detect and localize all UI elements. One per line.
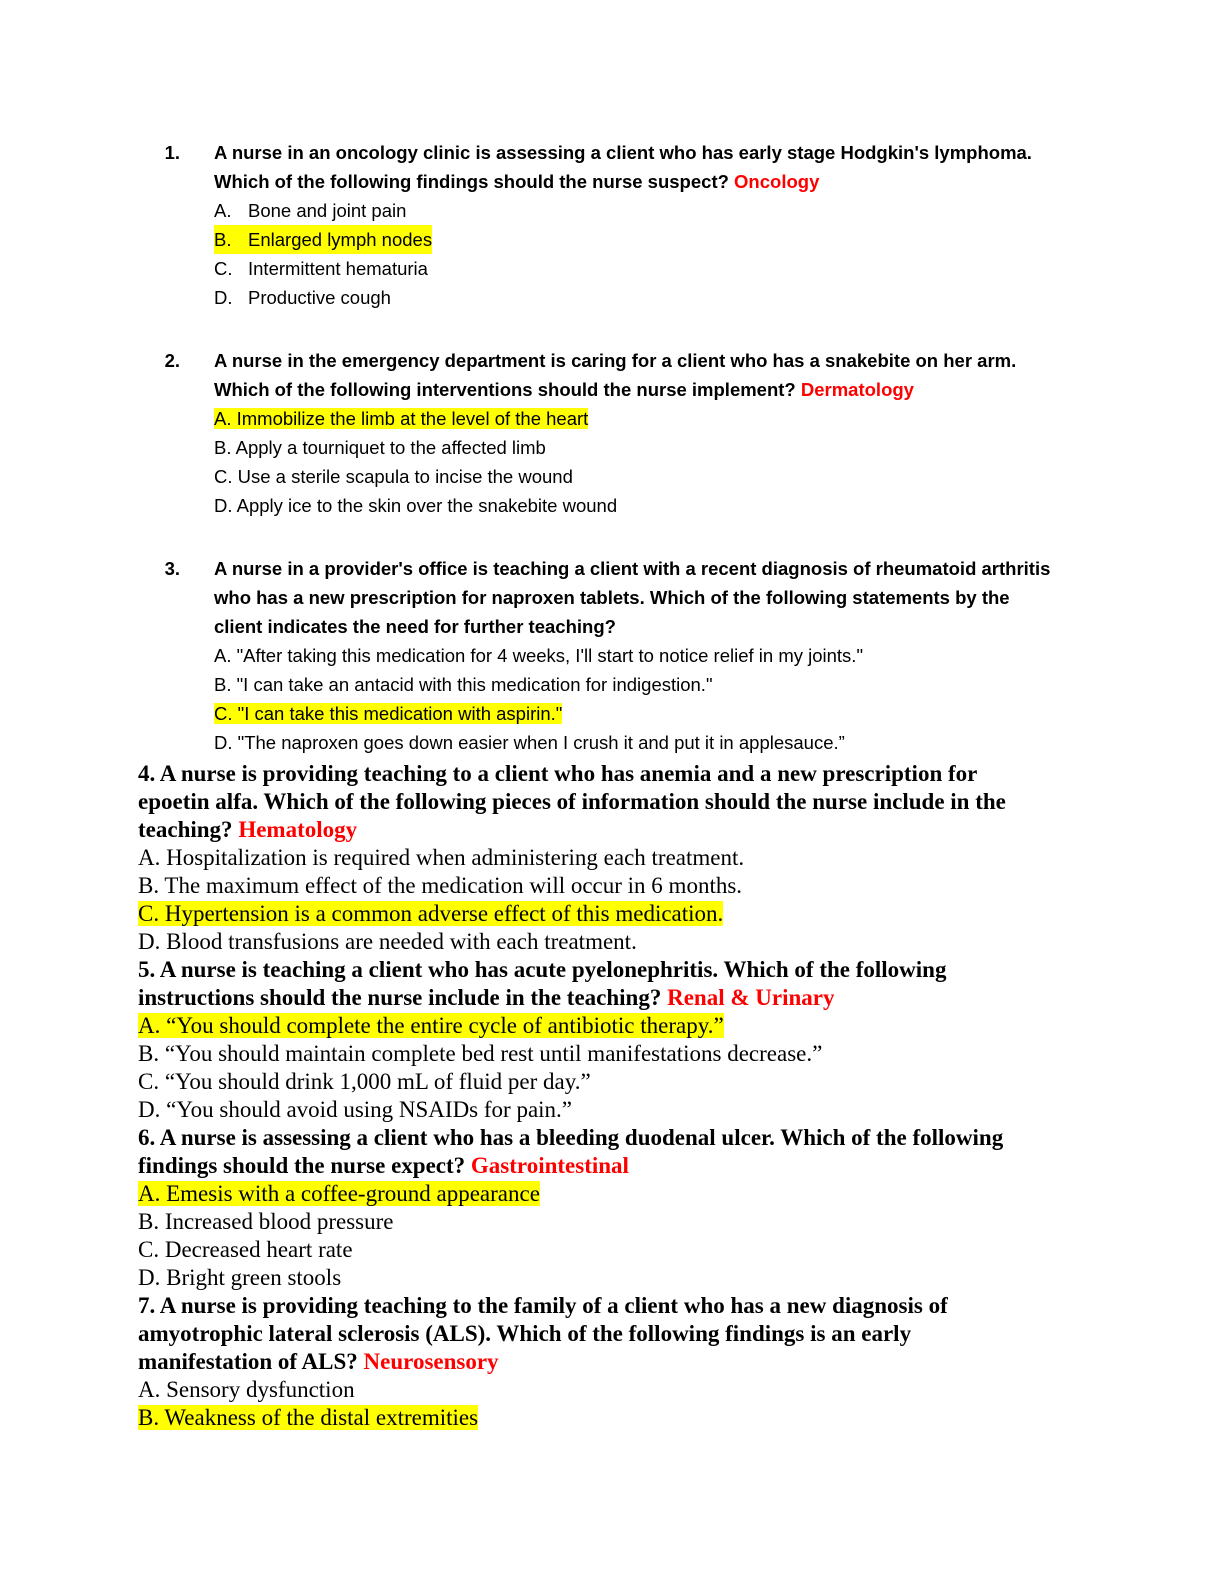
question-body-3 xyxy=(214,554,1083,757)
option-text: C. Decreased heart rate xyxy=(138,1237,353,1262)
question-block-5 xyxy=(138,956,1083,1124)
option-5c[interactable] xyxy=(138,1068,1083,1096)
option-3b[interactable] xyxy=(214,670,1083,699)
question-stem-5 xyxy=(138,956,1083,1012)
option-6a[interactable] xyxy=(138,1180,1083,1208)
option-text: D. "The naproxen goes down easier when I crush it and put it in applesauce.” xyxy=(214,732,845,753)
option-text: D. Bright green stools xyxy=(138,1265,342,1290)
option-2b[interactable] xyxy=(214,433,1083,462)
option-text: Productive cough xyxy=(248,287,391,308)
option-text: Enlarged lymph nodes xyxy=(248,225,432,254)
question-block-6 xyxy=(138,1124,1083,1292)
option-text: A. Sensory dysfunction xyxy=(138,1377,355,1402)
options-list-7 xyxy=(138,1376,1083,1432)
question-stem-4 xyxy=(138,760,1083,844)
serif-questions-section xyxy=(138,760,1083,1432)
option-text: A. Immobilize the limb at the level of the heart xyxy=(214,408,589,429)
option-text: C. Use a sterile scapula to incise the wound xyxy=(214,466,573,487)
option-text: B. The maximum effect of the medication will occur in 6 months. xyxy=(138,873,743,898)
option-text: Bone and joint pain xyxy=(248,200,407,221)
category-tag-2: Dermatology xyxy=(800,379,914,400)
option-4a[interactable] xyxy=(138,844,1083,872)
option-6b[interactable] xyxy=(138,1208,1083,1236)
category-tag-1: Oncology xyxy=(734,171,820,192)
question-stem-line-2: epoetin alfa. Which of the following pieces of information should the nurse include in the xyxy=(138,789,1006,814)
option-3a[interactable] xyxy=(214,641,1083,670)
option-text: C. Hypertension is a common adverse effect of this medication. xyxy=(138,901,724,926)
question-stem-line-1: 6. A nurse is assessing a client who has a bleeding duodenal ulcer. Which of the following xyxy=(138,1125,1004,1150)
question-stem-line-3: client indicates the need for further teaching? xyxy=(214,616,616,637)
question-stem-line-1: A nurse in a provider's office is teaching a client with a recent diagnosis of rheumatoid arthritis xyxy=(214,558,1051,579)
option-4c[interactable] xyxy=(138,900,1083,928)
option-2d[interactable] xyxy=(214,491,1083,520)
question-stem-line-3: teaching? xyxy=(138,817,239,842)
category-tag-7: Neurosensory xyxy=(363,1349,499,1374)
option-6d[interactable] xyxy=(138,1264,1083,1292)
category-tag-5: Renal & Urinary xyxy=(667,985,835,1010)
question-stem-line-3: manifestation of ALS? xyxy=(138,1349,364,1374)
question-block-1 xyxy=(138,138,1083,312)
question-stem-line-2: instructions should the nurse include in the teaching? xyxy=(138,985,668,1010)
question-number-1: 1. xyxy=(164,142,180,163)
option-2a[interactable] xyxy=(214,404,1083,433)
option-text: D. Blood transfusions are needed with each treatment. xyxy=(138,929,637,954)
option-text: B. Weakness of the distal extremities xyxy=(138,1405,479,1430)
option-letter: A. xyxy=(214,200,232,221)
option-7a[interactable] xyxy=(138,1376,1083,1404)
option-text: A. "After taking this medication for 4 weeks, I'll start to notice relief in my joints." xyxy=(214,645,864,666)
question-stem-line-1: A nurse in the emergency department is caring for a client who has a snakebite on her arm. xyxy=(214,350,1017,371)
option-4d[interactable] xyxy=(138,928,1083,956)
option-text: D. “You should avoid using NSAIDs for pain.” xyxy=(138,1097,573,1122)
option-text: A. Hospitalization is required when administering each treatment. xyxy=(138,845,745,870)
option-text: B. Increased blood pressure xyxy=(138,1209,394,1234)
option-5a[interactable] xyxy=(138,1012,1083,1040)
option-text: B. Apply a tourniquet to the affected limb xyxy=(214,437,546,458)
option-text: A. Emesis with a coffee-ground appearance xyxy=(138,1181,540,1206)
option-5b[interactable] xyxy=(138,1040,1083,1068)
options-list-2 xyxy=(214,404,1083,520)
option-text: B. “You should maintain complete bed rest until manifestations decrease.” xyxy=(138,1041,823,1066)
option-letter: D. xyxy=(214,287,233,308)
option-4b[interactable] xyxy=(138,872,1083,900)
question-block-7 xyxy=(138,1292,1083,1432)
question-stem-3 xyxy=(214,554,1083,641)
options-list-5 xyxy=(138,1012,1083,1124)
option-5d[interactable] xyxy=(138,1096,1083,1124)
option-text: B. "I can take an antacid with this medication for indigestion." xyxy=(214,674,713,695)
question-stem-line-2: who has a new prescription for naproxen tablets. Which of the following statements by the xyxy=(214,587,1010,608)
category-tag-6: Gastrointestinal xyxy=(470,1153,629,1178)
option-6c[interactable] xyxy=(138,1236,1083,1264)
question-number-2: 2. xyxy=(164,350,180,371)
option-text: C. “You should drink 1,000 mL of fluid per day.” xyxy=(138,1069,591,1094)
option-text: C. "I can take this medication with aspirin." xyxy=(214,703,563,724)
question-stem-line-2: findings should the nurse expect? xyxy=(138,1153,471,1178)
question-stem-line-2: amyotrophic lateral sclerosis (ALS). Which of the following findings is an early xyxy=(138,1321,912,1346)
question-block-3 xyxy=(138,554,1083,757)
option-1d[interactable] xyxy=(214,283,1083,312)
question-stem-7 xyxy=(138,1292,1083,1376)
option-text: A. “You should complete the entire cycle of antibiotic therapy.” xyxy=(138,1013,724,1038)
option-1a[interactable] xyxy=(214,196,1083,225)
question-stem-line-1: A nurse in an oncology clinic is assessing a client who has early stage Hodgkin's lymphoma. xyxy=(214,142,1032,163)
question-block-2 xyxy=(138,346,1083,520)
options-list-4 xyxy=(138,844,1083,956)
question-body-1 xyxy=(214,138,1083,312)
question-stem-1 xyxy=(214,138,1083,196)
option-letter: B. xyxy=(214,225,248,254)
option-3d[interactable] xyxy=(214,728,1083,757)
option-7b[interactable] xyxy=(138,1404,1083,1432)
question-stem-2 xyxy=(214,346,1083,404)
question-block-4 xyxy=(138,760,1083,956)
question-stem-line-2: Which of the following findings should the nurse suspect? xyxy=(214,171,735,192)
category-tag-4: Hematology xyxy=(238,817,358,842)
numbered-questions-section xyxy=(138,138,1083,757)
question-stem-line-1: 7. A nurse is providing teaching to the family of a client who has a new diagnosis of xyxy=(138,1293,948,1318)
question-stem-line-2: Which of the following interventions should the nurse implement? xyxy=(214,379,801,400)
option-1c[interactable] xyxy=(214,254,1083,283)
options-list-6 xyxy=(138,1180,1083,1292)
option-letter: C. xyxy=(214,258,233,279)
question-stem-6 xyxy=(138,1124,1083,1180)
question-number-3: 3. xyxy=(164,558,180,579)
options-list-3 xyxy=(214,641,1083,757)
question-stem-line-1: 4. A nurse is providing teaching to a client who has anemia and a new prescription for xyxy=(138,761,978,786)
options-list-1 xyxy=(214,196,1083,312)
option-text: D. Apply ice to the skin over the snakebite wound xyxy=(214,495,618,516)
question-body-2 xyxy=(214,346,1083,520)
option-text: Intermittent hematuria xyxy=(248,258,428,279)
option-2c[interactable] xyxy=(214,462,1083,491)
question-stem-line-1: 5. A nurse is teaching a client who has acute pyelonephritis. Which of the following xyxy=(138,957,947,982)
option-3c[interactable] xyxy=(214,699,1083,728)
option-1b[interactable] xyxy=(214,225,1083,254)
